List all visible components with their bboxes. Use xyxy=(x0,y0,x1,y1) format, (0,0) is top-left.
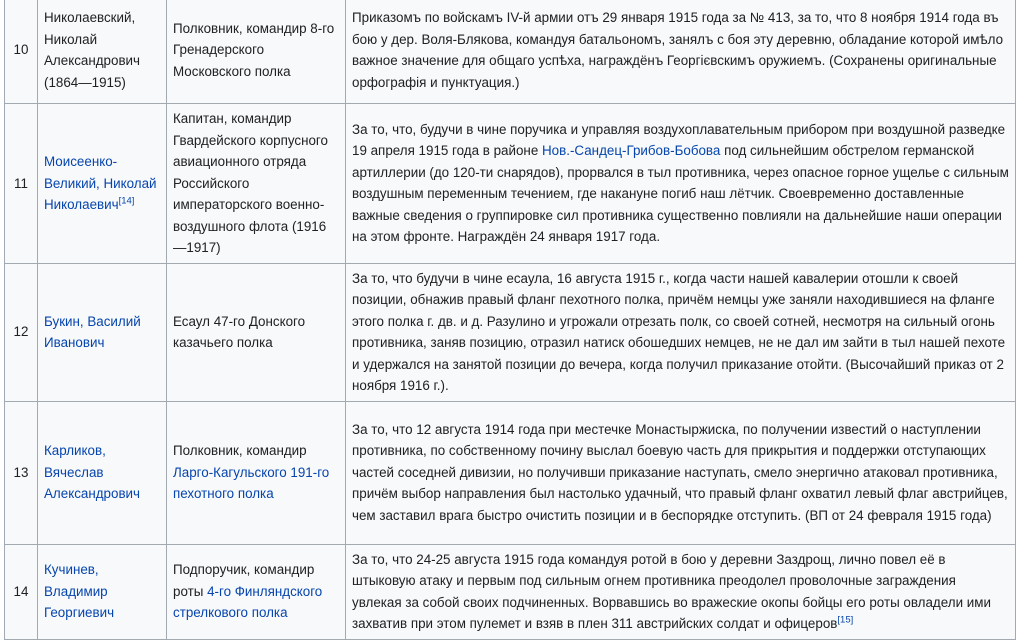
table-row xyxy=(5,401,1016,544)
person-name-cell xyxy=(38,263,167,401)
description-text: За то, что 12 августа 1914 года при местечке Монастыржиска, по получении известий о наступлении противника, по собственному почину выслал боевую часть для прикрытия и поддержки отступающих частей соседней дивизии, но получивши приказание наступать, смело энергично атаковал противника, причём выбор направления был настолько удачный, что правый фланг охватил левый флаг австрийцев, чем заставил врага быстро очистить позиции и в беспорядке отступить. (ВП от 24 февраля 1915 года) xyxy=(352,421,1008,523)
table-row xyxy=(5,0,1016,104)
person-name-line: Александрович xyxy=(44,486,141,502)
table-row xyxy=(5,544,1016,639)
person-name-line: Великий, Николай xyxy=(44,175,157,191)
person-name-line: Николаевич xyxy=(44,197,119,212)
person-name-line: Георгиевич xyxy=(44,605,115,621)
description-text: За то, что, будучи в чине поручика и управляя воздухоплавательным прибором при воздушной разведке 19 апреля 1915 года в районе xyxy=(352,121,1006,159)
row-number: 12 xyxy=(5,263,38,401)
rank-cell xyxy=(167,263,346,401)
row-number: 11 xyxy=(5,104,38,264)
person-name-link[interactable] xyxy=(44,443,140,501)
person-name-line: Вячеслав xyxy=(44,464,104,480)
person-name-link[interactable] xyxy=(44,154,157,212)
rank-text: Полковник, командир xyxy=(173,443,307,459)
award-description-cell xyxy=(346,401,1016,544)
rank-cell xyxy=(167,544,346,639)
person-name-line: Букин, Василий xyxy=(44,313,141,329)
person-name xyxy=(44,10,140,90)
description-text: За то, что 24-25 августа 1915 года командуя ротой в бою у деревни Заздрощ, лично повел её в штыковую атаку и первым под сильным огнем противника преодолел проволочные заграждения увлекая за собой своих подчиненных. Ворвавшись во вражеские окопы бойцы его роты овладели ими захватив при этом пулемет и взяв в плен 311 австрийских солдат и офицеров xyxy=(352,551,991,631)
rank-cell xyxy=(167,0,346,104)
person-name-cell xyxy=(38,401,167,544)
awardees-table xyxy=(4,0,1016,640)
person-name-link[interactable] xyxy=(44,562,114,620)
table-body xyxy=(5,0,1016,639)
person-name-line: Моисеенко- xyxy=(44,154,118,169)
award-description-cell xyxy=(346,544,1016,639)
row-number: 14 xyxy=(5,544,38,639)
row-number: 13 xyxy=(5,401,38,544)
person-name-cell xyxy=(38,104,167,264)
rank-cell xyxy=(167,401,346,544)
place-link[interactable]: Нов.-Сандец-Грибов-Бобова xyxy=(542,143,721,159)
person-name-line: Кучинев, xyxy=(44,562,99,578)
description-text: Приказомъ по войскамъ IV-й армии отъ 29 января 1915 года за № 413, за то, что 8 ноября 1914 года въ бою у дер. Воля-Блякова, командуя батальономъ, занялъ с боя эту деревню, обладание которой имѣло важное значение для общаго успѣха, награждёнъ Георгієвскимъ оружиемъ. (Сохранены оригинальные орфографія и пунктуация.) xyxy=(352,10,1004,90)
award-description-cell xyxy=(346,263,1016,401)
person-name-cell xyxy=(38,544,167,639)
rank-text: Есаул 47-го Донского казачьего полка xyxy=(173,313,306,350)
reference-link[interactable]: [14] xyxy=(118,195,135,207)
table-row xyxy=(5,263,1016,401)
award-description-cell xyxy=(346,0,1016,104)
person-name-line: Карликов, xyxy=(44,443,106,459)
rank-cell xyxy=(167,104,346,264)
person-name-line: Николай xyxy=(44,31,98,47)
rank-text: Полковник, командир 8-го Гренадерского Московского полка xyxy=(173,20,335,79)
rank-text: Подпоручик, командир роты xyxy=(173,562,315,599)
person-name-line: Александрович xyxy=(44,53,141,68)
row-number: 10 xyxy=(5,0,38,104)
description-text: За то, что будучи в чине есаула, 16 августа 1915 г., когда части нашей кавалерии отошли к своей позиции, обнажив правый фланг пехотного полка, причём немцы уже заняли находившиеся на фланге этого полка г. дв. и д. Разулино и угрожали отрезать полк, со своей сотней, несмотря на сильный огонь противника, заняв позицию, отразил натиск обошедших немцев, не не дал им зайти в тыл нашей пехоте и удержался на занятой позиции до вечера, когда получил приказание отойти. (Высочайший приказ от 2 ноября 1916 г.). xyxy=(352,270,1006,393)
rank-text: Капитан, командир Гвардейского корпусного авиационного отряда Российского императорского военно-воздушного флота (1916—1917) xyxy=(173,111,328,255)
reference-link[interactable]: [15] xyxy=(837,614,854,626)
person-name-line: (1864—1915) xyxy=(44,74,126,90)
person-name-line: Николаевский, xyxy=(44,10,136,25)
unit-link[interactable]: 4-го Финляндского стрелкового полка xyxy=(173,583,323,621)
award-description-cell xyxy=(346,104,1016,264)
person-name-line: Владимир xyxy=(44,583,108,599)
person-name-link[interactable] xyxy=(44,314,141,351)
table-row xyxy=(5,104,1016,264)
person-name-cell xyxy=(38,0,167,104)
description-text: под сильнейшим обстрелом германской артиллерии (до 120-ти снарядов), прорвался в тыл противника, через опасное горное ущелье с сильным воздушным переменным течением, где накануне погиб наш лётчик. Своевременно доставленные важные сведения о группировке сил противника существенно повлияли на дальнейшие наши операции на этом фронте. Награждён 24 января 1917 года. xyxy=(352,143,1009,245)
person-name-line: Иванович xyxy=(44,335,105,350)
unit-link[interactable]: Ларго-Кагульского 191-го пехотного полка xyxy=(173,464,330,502)
